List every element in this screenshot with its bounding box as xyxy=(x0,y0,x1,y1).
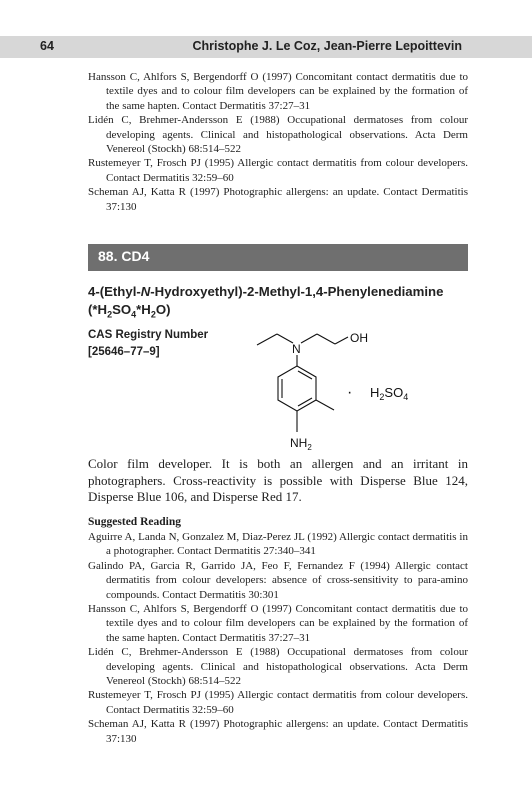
compound-description: Color film developer. It is both an allergen and an irritant in photographers. Cross-reactivity is possible with Disperse Blue 124, Disperse Blue 106, and Disperse Red 17. xyxy=(88,456,468,504)
benzene-ring xyxy=(278,366,316,411)
salt-label: $H_2SO_4$ xyxy=(370,385,409,402)
bond-methyl xyxy=(316,400,334,410)
compound-name-line1: 4-(Ethyl-N-Hydroxyethyl)-2-Methyl-1,4-Phenylenediamine xyxy=(88,284,444,299)
page-number: 64 xyxy=(40,39,54,53)
bond-ch2-oh xyxy=(335,337,348,344)
reference-item: Aguirre A, Landa N, Gonzalez M, Diaz-Perez JL (1992) Allergic contact dermatitis in a photographer. Contact Dermatitis 27:340–341 xyxy=(88,531,468,558)
bond-ch2-ch2 xyxy=(317,334,335,344)
ring-double-bond xyxy=(298,371,312,379)
running-head: Christophe J. Le Coz, Jean-Pierre Lepoittevin xyxy=(192,39,462,53)
salt-dot: · xyxy=(347,384,353,401)
suggested-reading-heading: Suggested Reading xyxy=(88,516,181,528)
section-title: 88. CD4 xyxy=(98,248,150,264)
structure-bonds xyxy=(257,334,348,432)
reference-item: Lidén C, Brehmer-Andersson E (1988) Occupational dermatoses from colour developing agents. Clinical and histopathological observations. Acta Derm Venereol (Stockh) 68:514–522 xyxy=(88,646,468,688)
cas-number: [25646–77–9] xyxy=(88,346,160,358)
chemical-structure xyxy=(245,324,435,454)
reference-item: Scheman AJ, Katta R (1997) Photographic allergens: an update. Contact Dermatitis 37:130 xyxy=(88,186,468,213)
suggested-reading-list xyxy=(88,530,468,746)
cas-registry xyxy=(88,327,208,361)
reference-item: Hansson C, Ahlfors S, Bergendorff O (1997) Concomitant contact dermatitis due to textile dyes and to colour film developers can be explained by the formation of the same hapten. Contact Dermatitis 37:27–31 xyxy=(88,603,468,644)
page-header xyxy=(0,36,532,58)
reference-item: Hansson C, Ahlfors S, Bergendorff O (1997) Concomitant contact dermatitis due to textile dyes and to colour film developers can be explained by the formation of the same hapten. Contact Dermatitis 37:27–31 xyxy=(88,71,468,112)
compound-name xyxy=(88,283,473,324)
section-header-bar xyxy=(88,244,468,271)
hydroxyl-label: OH xyxy=(350,331,368,345)
compound-name-line2: $(*H_2SO_4*H_2O)$ xyxy=(88,302,171,320)
bond-n-ch2 xyxy=(301,334,317,343)
reference-item: Lidén C, Brehmer-Andersson E (1988) Occupational dermatoses from colour developing agents. Clinical and histopathological observations. Acta Derm Venereol (Stockh) 68:514–522 xyxy=(88,114,468,156)
reference-item: Rustemeyer T, Frosch PJ (1995) Allergic contact dermatitis from colour developers. Contact Dermatitis 32:59–60 xyxy=(88,157,468,184)
reference-item: Scheman AJ, Katta R (1997) Photographic allergens: an update. Contact Dermatitis 37:130 xyxy=(88,718,468,745)
nitrogen-label: N xyxy=(292,342,301,356)
ring-double-bond xyxy=(298,398,312,406)
amine-label: $NH_2$ xyxy=(290,436,312,452)
reference-item: Galindo PA, Garcia R, Garrido JA, Feo F, Fernandez F (1994) Allergic contact dermatitis from colour developers: absence of cross-sensitivity to para-amino compounds. Contact Dermatitis 30:301 xyxy=(88,559,468,601)
bond-ethyl-n xyxy=(277,334,293,343)
bond-ethyl-ch3 xyxy=(257,334,277,345)
top-reference-list xyxy=(88,70,468,214)
cas-label: CAS Registry Number xyxy=(88,329,209,341)
reference-item: Rustemeyer T, Frosch PJ (1995) Allergic contact dermatitis from colour developers. Contact Dermatitis 32:59–60 xyxy=(88,689,468,716)
